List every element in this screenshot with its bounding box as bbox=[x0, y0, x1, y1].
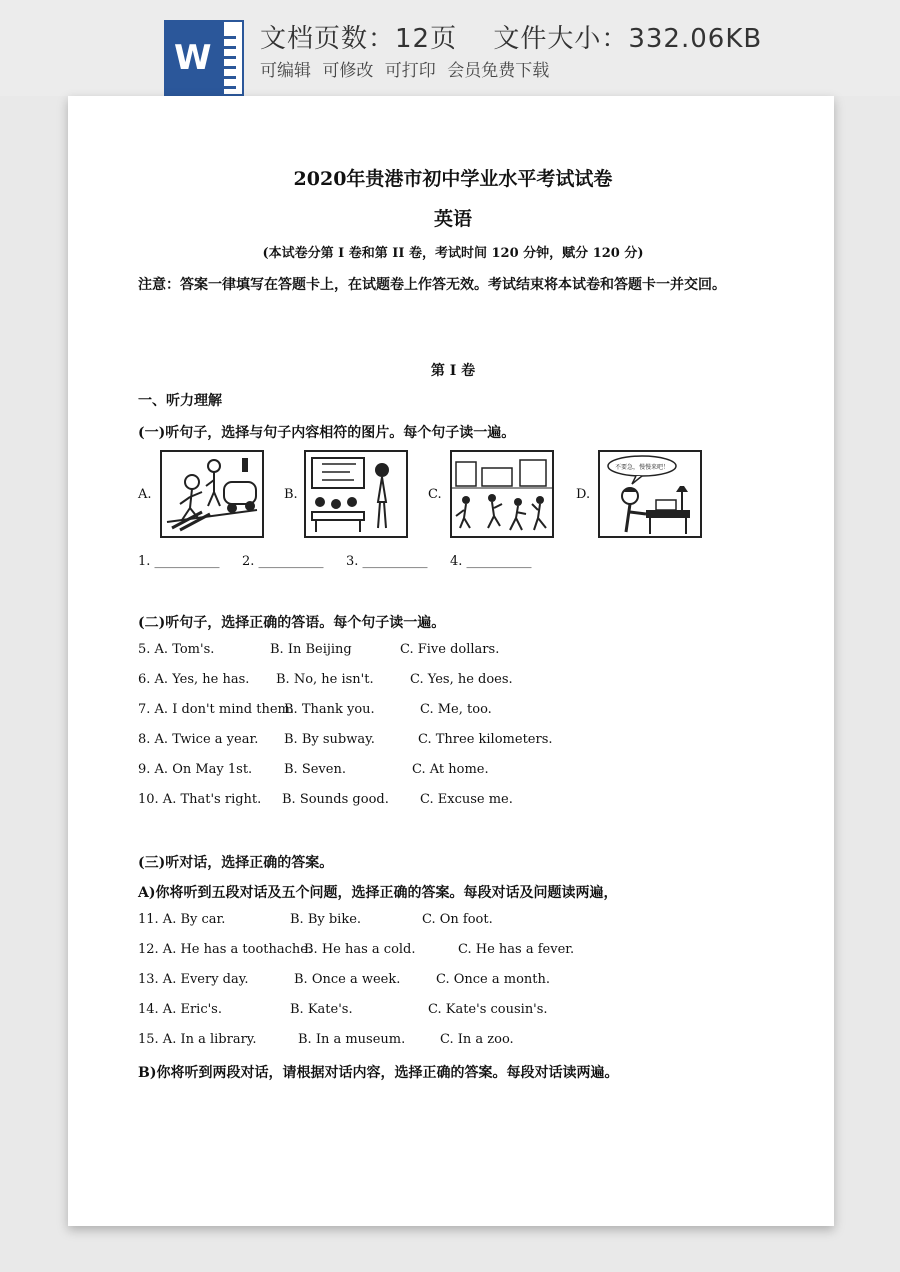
picture-label-d: D. bbox=[576, 487, 591, 502]
option-c: C. Excuse me. bbox=[420, 792, 513, 807]
picture-label-b: B. bbox=[284, 487, 298, 502]
download-banner bbox=[0, 0, 900, 96]
document-info-title: 文档页数：12页 文件大小：332.06KB bbox=[260, 24, 763, 54]
option-a: 9. A. On May 1st. bbox=[138, 762, 253, 777]
subsection-dialogues-a: A)你将听到五段对话及五个问题，选择正确的答案。每段对话及问题读两遍， bbox=[138, 885, 618, 901]
option-b: B. In a museum. bbox=[298, 1032, 406, 1047]
option-b: B. Thank you. bbox=[284, 702, 375, 717]
option-a: 13. A. Every day. bbox=[138, 972, 249, 987]
section-listening: 一、听力理解 bbox=[138, 393, 222, 409]
exam-subject: 英语 bbox=[433, 208, 472, 230]
option-c: C. At home. bbox=[412, 762, 489, 777]
picture-c-illustration bbox=[450, 450, 554, 538]
option-c: C. Five dollars. bbox=[400, 642, 500, 657]
option-b: B. Kate's. bbox=[290, 1002, 353, 1017]
subsection-dialogues: (三)听对话，选择正确的答案。 bbox=[138, 855, 334, 871]
option-b: B. By subway. bbox=[284, 732, 375, 747]
blank-4: 4. __________ bbox=[450, 554, 532, 569]
exam-note: (本试卷分第 I 卷和第 II 卷，考试时间 120 分钟，赋分 120 分) bbox=[262, 246, 644, 261]
picture-d-speech-bubble: 不要急，慢慢来吧！ bbox=[614, 464, 670, 471]
blank-3: 3. __________ bbox=[346, 554, 428, 569]
exam-title: 2020年贵港市初中学业水平考试试卷 bbox=[293, 168, 613, 190]
option-b: B. Once a week. bbox=[294, 972, 401, 987]
option-a: 8. A. Twice a year. bbox=[138, 732, 259, 747]
option-b: B. Seven. bbox=[284, 762, 346, 777]
option-a: 5. A. Tom's. bbox=[138, 642, 215, 657]
option-b: B. He has a cold. bbox=[304, 942, 416, 957]
option-c: C. Yes, he does. bbox=[410, 672, 513, 687]
picture-a-illustration bbox=[160, 450, 264, 538]
exam-notice: 注意：答案一律填写在答题卡上，在试题卷上作答无效。考试结束将本试卷和答题卡一并交回。 bbox=[138, 277, 726, 293]
option-a: 12. A. He has a toothache. bbox=[138, 942, 313, 957]
option-a: 7. A. I don't mind them. bbox=[138, 702, 294, 717]
option-c: C. Me, too. bbox=[420, 702, 492, 717]
option-a: 6. A. Yes, he has. bbox=[138, 672, 250, 687]
word-document-icon bbox=[164, 20, 244, 96]
option-c: C. He has a fever. bbox=[458, 942, 575, 957]
subsection-pictures: (一)听句子，选择与句子内容相符的图片。每个句子读一遍。 bbox=[138, 425, 516, 441]
blank-2: 2. __________ bbox=[242, 554, 324, 569]
option-c: C. In a zoo. bbox=[440, 1032, 514, 1047]
option-a: 11. A. By car. bbox=[138, 912, 226, 927]
blank-1: 1. __________ bbox=[138, 554, 220, 569]
word-icon-letter: W bbox=[164, 20, 224, 96]
option-b: B. No, he isn't. bbox=[276, 672, 374, 687]
option-b: B. Sounds good. bbox=[282, 792, 389, 807]
option-a: 15. A. In a library. bbox=[138, 1032, 257, 1047]
option-c: C. Three kilometers. bbox=[418, 732, 553, 747]
subsection-responses: (二)听句子，选择正确的答语。每个句子读一遍。 bbox=[138, 615, 446, 631]
option-a: 10. A. That's right. bbox=[138, 792, 262, 807]
option-c: C. Once a month. bbox=[436, 972, 551, 987]
exam-paper-page bbox=[68, 96, 834, 1226]
option-b: B. In Beijing bbox=[270, 642, 352, 657]
picture-d-illustration bbox=[598, 450, 702, 538]
document-features: 可编辑 可修改 可打印 会员免费下载 bbox=[260, 61, 550, 81]
option-a: 14. A. Eric's. bbox=[138, 1002, 222, 1017]
picture-label-a: A. bbox=[138, 487, 152, 502]
option-c: C. On foot. bbox=[422, 912, 493, 927]
picture-b-illustration bbox=[304, 450, 408, 538]
option-b: B. By bike. bbox=[290, 912, 362, 927]
part-label: 第 I 卷 bbox=[430, 363, 476, 379]
subsection-dialogues-b: B)你将听到两段对话，请根据对话内容，选择正确的答案。每段对话读两遍。 bbox=[138, 1065, 619, 1081]
option-c: C. Kate's cousin's. bbox=[428, 1002, 548, 1017]
picture-label-c: C. bbox=[428, 487, 442, 502]
